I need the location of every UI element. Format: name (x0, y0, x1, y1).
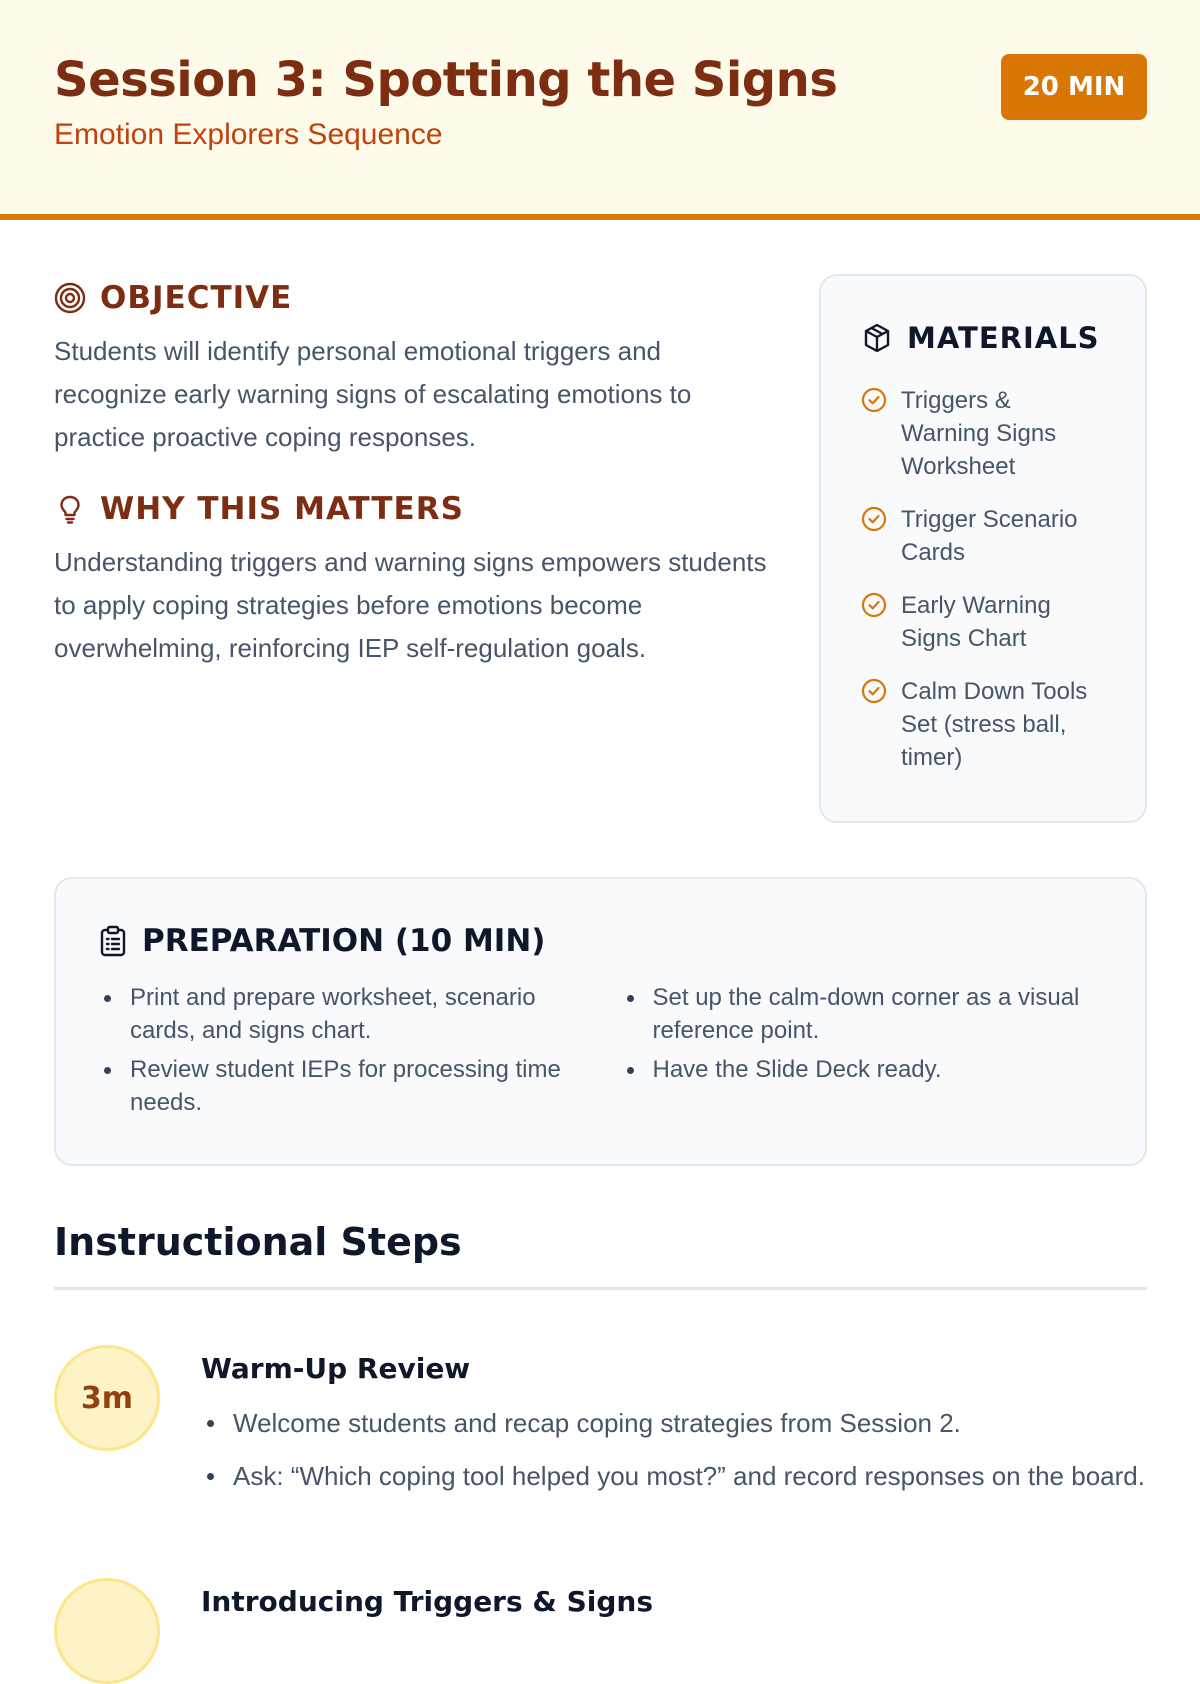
material-label: Early Warning Signs Chart (901, 592, 1051, 652)
objective-text: Students will identify personal emotional triggers and recognize early warning signs of escalating emotions to practice proactive coping responses. (54, 336, 692, 452)
objective-heading (54, 274, 774, 322)
steps-heading (54, 1220, 1147, 1290)
target-icon (54, 282, 86, 314)
objective-label: OBJECTIVE (100, 280, 293, 316)
check-circle-icon (861, 506, 887, 532)
why-matters-label: WHY THIS MATTERS (100, 491, 464, 527)
box-icon (861, 322, 893, 354)
page-header (0, 0, 1200, 220)
page-title: Session 3: Spotting the Signs (54, 52, 838, 108)
material-item (861, 384, 1105, 483)
list-item: Set up the calm-down corner as a visual reference point. (621, 981, 1104, 1047)
duration-badge: 20 MIN (1001, 54, 1147, 120)
list-item: Review student IEPs for processing time needs. (98, 1053, 581, 1119)
preparation-heading (98, 919, 1103, 963)
material-label: Calm Down Tools Set (stress ball, timer) (901, 678, 1088, 771)
why-matters-heading (54, 485, 774, 533)
step-body (201, 1349, 1147, 1509)
step-title: Warm-Up Review (201, 1352, 471, 1385)
lightbulb-icon (54, 493, 86, 525)
page-subtitle: Emotion Explorers Sequence (54, 118, 443, 151)
preparation-column (621, 981, 1104, 1125)
step-body (201, 1582, 1147, 1622)
list-item: Welcome students and recap coping strategies from Session 2. (201, 1403, 1147, 1443)
materials-card (819, 274, 1147, 823)
check-circle-icon (861, 678, 887, 704)
material-label: Triggers & Warning Signs Worksheet (901, 387, 1057, 480)
step-duration-badge (54, 1578, 160, 1684)
preparation-column (98, 981, 581, 1125)
step-title: Introducing Triggers & Signs (201, 1585, 653, 1618)
step-list (201, 1403, 1147, 1496)
overview-section (54, 274, 774, 670)
preparation-list (98, 981, 1103, 1125)
material-item (861, 589, 1105, 655)
materials-label: MATERIALS (907, 321, 1100, 355)
preparation-label: PREPARATION (10 MIN) (142, 923, 546, 959)
check-circle-icon (861, 592, 887, 618)
clipboard-icon (98, 925, 128, 957)
why-matters-text: Understanding triggers and warning signs empowers students to apply coping strategies before emotions become overwhelming, reinforcing IEP self-regulation goals. (54, 547, 767, 663)
list-item: Print and prepare worksheet, scenario cards, and signs chart. (98, 981, 581, 1047)
material-item (861, 675, 1105, 774)
material-item (861, 503, 1105, 569)
list-item: Have the Slide Deck ready. (621, 1053, 1104, 1086)
material-label: Trigger Scenario Cards (901, 506, 1078, 566)
steps-title: Instructional Steps (54, 1220, 462, 1264)
check-circle-icon (861, 387, 887, 413)
materials-heading (861, 316, 1105, 360)
list-item: Ask: “Which coping tool helped you most?” and record responses on the board. (201, 1456, 1147, 1496)
preparation-card (54, 877, 1147, 1166)
step-duration-badge: 3m (54, 1345, 160, 1451)
